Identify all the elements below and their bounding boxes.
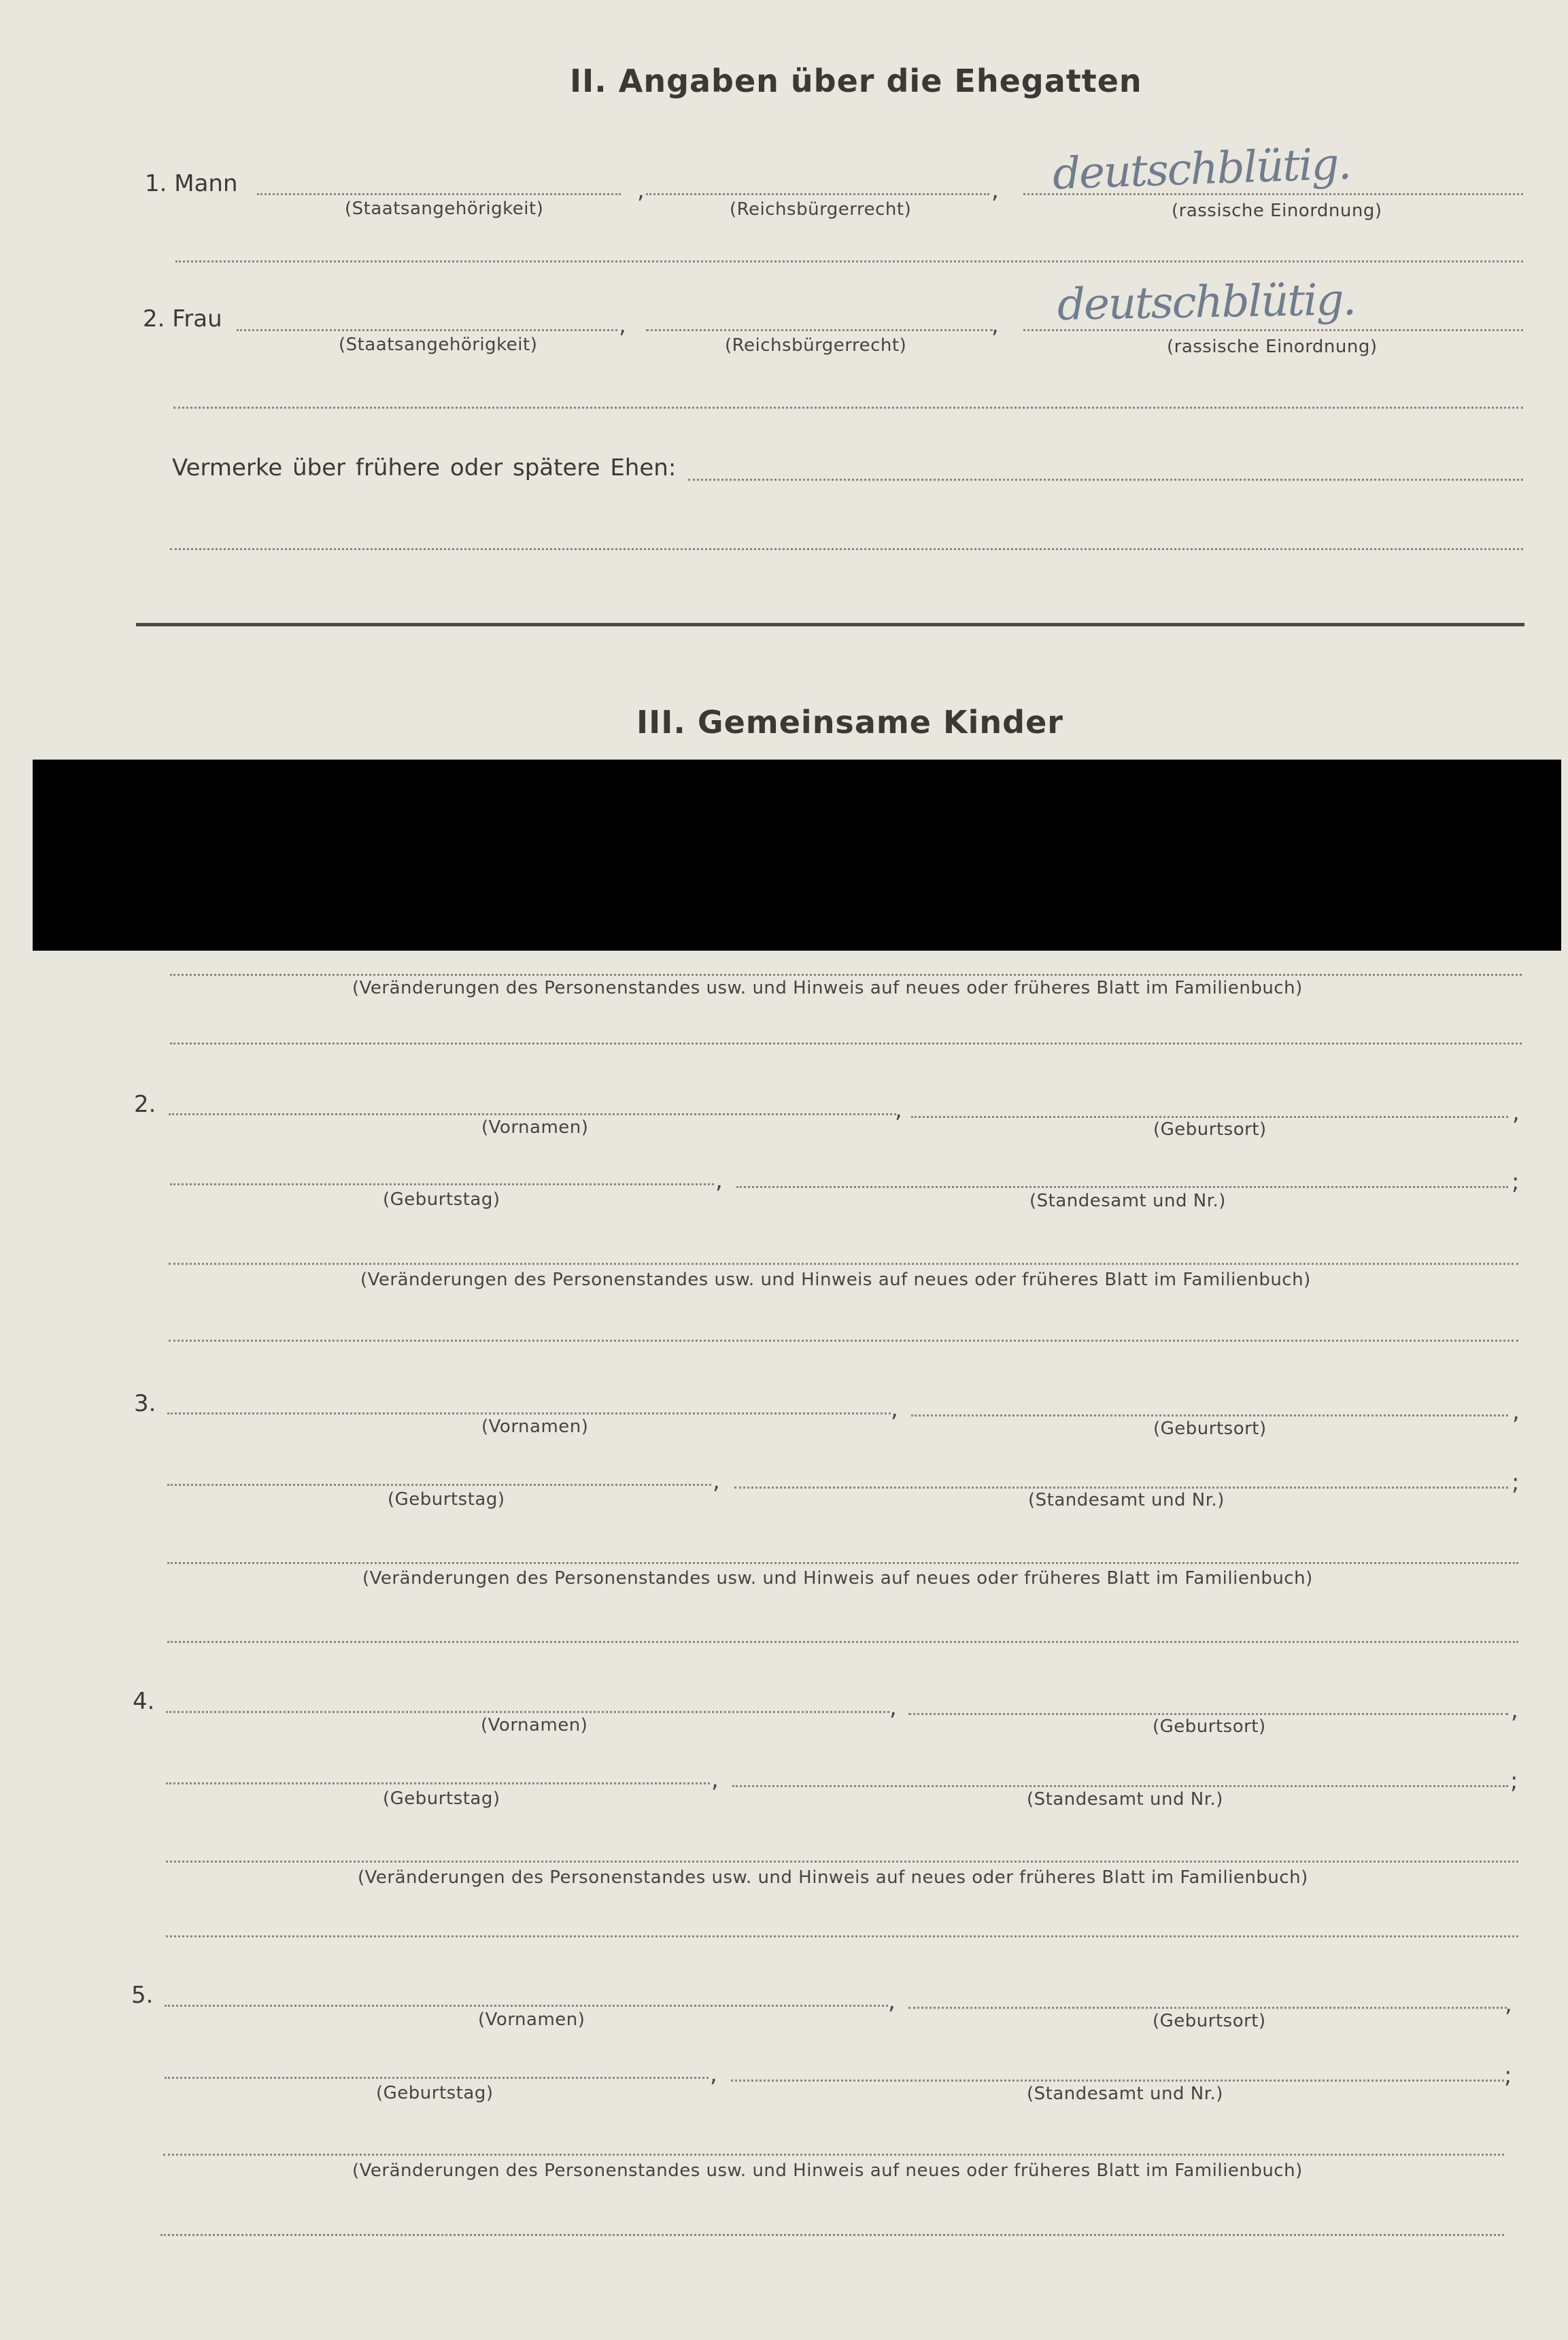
comma: , — [710, 2061, 717, 2088]
child-extra-line[interactable] — [167, 1641, 1518, 1643]
comma: , — [891, 1395, 898, 1423]
changes-caption: (Veränderungen des Personenstandes usw. und Hinweis auf neues oder früheres Blatt im Familienbuch) — [352, 978, 1303, 998]
child-birthday-field[interactable] — [165, 2077, 709, 2079]
wife-extra-line[interactable] — [173, 407, 1523, 409]
child-1-extra-line[interactable] — [170, 1042, 1522, 1045]
citizenship-caption: (Staatsangehörigkeit) — [339, 335, 538, 355]
child-number: 3. — [134, 1390, 156, 1417]
child-extra-line[interactable] — [166, 1935, 1518, 1937]
birthplace-caption: (Geburtsort) — [1153, 2011, 1266, 2031]
child-birthplace-field[interactable] — [908, 1713, 1508, 1715]
comma: , — [637, 177, 645, 204]
semicolon: ; — [1512, 1168, 1520, 1196]
child-number: 2. — [134, 1091, 156, 1118]
child-registry-field[interactable] — [736, 1186, 1508, 1188]
birthplace-caption: (Geburtsort) — [1153, 1419, 1267, 1439]
husband-extra-line[interactable] — [175, 260, 1523, 262]
changes-caption: (Veränderungen des Personenstandes usw. und Hinweis auf neues oder früheres Blatt im Familienbuch) — [362, 1568, 1313, 1589]
child-changes-field[interactable] — [169, 1263, 1518, 1265]
comma: , — [1512, 1398, 1520, 1425]
comma: , — [888, 1988, 896, 2015]
marriage-notes-field[interactable] — [688, 479, 1523, 481]
citizenship-caption: (Staatsangehörigkeit) — [345, 199, 544, 219]
birthday-caption: (Geburtstag) — [388, 1489, 505, 1510]
husband-reich-citizenship-field[interactable] — [646, 193, 989, 195]
child-changes-field[interactable] — [166, 1861, 1518, 1863]
child-registry-field[interactable] — [734, 1487, 1508, 1489]
reich-citizenship-caption: (Reichsbürgerrecht) — [730, 199, 912, 220]
child-birthday-field[interactable] — [167, 1484, 711, 1486]
changes-caption: (Veränderungen des Personenstandes usw. und Hinweis auf neues oder früheres Blatt im Familienbuch) — [358, 1867, 1308, 1888]
comma: , — [711, 1766, 719, 1793]
child-given-names-field[interactable] — [169, 1113, 896, 1115]
child-given-names-field[interactable] — [167, 1412, 891, 1414]
wife-reich-citizenship-field[interactable] — [646, 329, 993, 331]
birthday-caption: (Geburtstag) — [376, 2083, 494, 2103]
registry-caption: (Standesamt und Nr.) — [1029, 1191, 1226, 1211]
semicolon: ; — [1510, 1767, 1518, 1795]
registry-caption: (Standesamt und Nr.) — [1027, 2084, 1223, 2104]
given-names-caption: (Vornamen) — [481, 1117, 589, 1138]
comma: , — [619, 311, 626, 339]
given-names-caption: (Vornamen) — [481, 1417, 589, 1437]
child-changes-field[interactable] — [167, 1562, 1518, 1564]
comma: , — [715, 1167, 723, 1194]
husband-citizenship-field[interactable] — [257, 193, 621, 195]
comma: , — [1512, 1099, 1520, 1126]
child-registry-field[interactable] — [731, 2080, 1504, 2082]
comma: , — [889, 1694, 897, 1721]
registry-caption: (Standesamt und Nr.) — [1027, 1789, 1223, 1810]
semicolon: ; — [1504, 2062, 1512, 2089]
child-registry-field[interactable] — [732, 1785, 1508, 1787]
marriage-notes-field-2[interactable] — [170, 548, 1523, 550]
wife-citizenship-field[interactable] — [237, 329, 617, 331]
child-given-names-field[interactable] — [165, 2005, 888, 2007]
birthplace-caption: (Geburtsort) — [1153, 1119, 1267, 1140]
racial-caption: (rassische Einordnung) — [1172, 201, 1382, 221]
section-divider — [136, 623, 1524, 626]
child-given-names-field[interactable] — [166, 1711, 889, 1713]
birthplace-caption: (Geburtsort) — [1153, 1716, 1266, 1737]
wife-label: 2. Frau — [143, 305, 222, 333]
birthday-caption: (Geburtstag) — [383, 1189, 500, 1210]
child-birthplace-field[interactable] — [911, 1116, 1508, 1118]
changes-caption: (Veränderungen des Personenstandes usw. und Hinweis auf neues oder früheres Blatt im Familienbuch) — [352, 2160, 1303, 2181]
reich-citizenship-caption: (Reichsbürgerrecht) — [725, 335, 907, 356]
child-changes-field[interactable] — [163, 2154, 1504, 2156]
child-birthplace-field[interactable] — [911, 1414, 1508, 1417]
child-birthplace-field[interactable] — [908, 2007, 1507, 2009]
child-number: 4. — [133, 1688, 155, 1715]
husband-racial-handwriting: deutschblütig. — [1051, 139, 1352, 200]
semicolon: ; — [1512, 1469, 1520, 1496]
registry-caption: (Standesamt und Nr.) — [1028, 1490, 1225, 1510]
child-extra-line[interactable] — [169, 1340, 1518, 1342]
redaction-bar — [33, 760, 1561, 951]
child-birthday-field[interactable] — [166, 1782, 710, 1784]
birthday-caption: (Geburtstag) — [383, 1788, 500, 1809]
comma: , — [895, 1096, 902, 1123]
child-1-changes-field[interactable] — [170, 974, 1522, 976]
comma: , — [713, 1468, 720, 1495]
comma: , — [1505, 1990, 1512, 2018]
section-2-title: II. Angaben über die Ehegatten — [570, 63, 1142, 99]
given-names-caption: (Vornamen) — [481, 1715, 588, 1735]
comma: , — [1511, 1697, 1518, 1724]
comma: , — [991, 177, 999, 204]
racial-caption: (rassische Einordnung) — [1167, 337, 1378, 357]
child-extra-line[interactable] — [160, 2234, 1504, 2236]
child-birthday-field[interactable] — [170, 1183, 714, 1185]
husband-label: 1. Mann — [145, 170, 238, 197]
section-3-title: III. Gemeinsame Kinder — [636, 704, 1063, 741]
wife-racial-handwriting: deutschblütig. — [1057, 275, 1356, 330]
changes-caption: (Veränderungen des Personenstandes usw. und Hinweis auf neues oder früheres Blatt im Familienbuch) — [360, 1270, 1311, 1290]
given-names-caption: (Vornamen) — [478, 2010, 585, 2030]
comma: , — [991, 311, 999, 339]
child-number: 5. — [131, 1982, 154, 2009]
marriage-notes-label: Vermerke über frühere oder spätere Ehen: — [172, 454, 677, 481]
